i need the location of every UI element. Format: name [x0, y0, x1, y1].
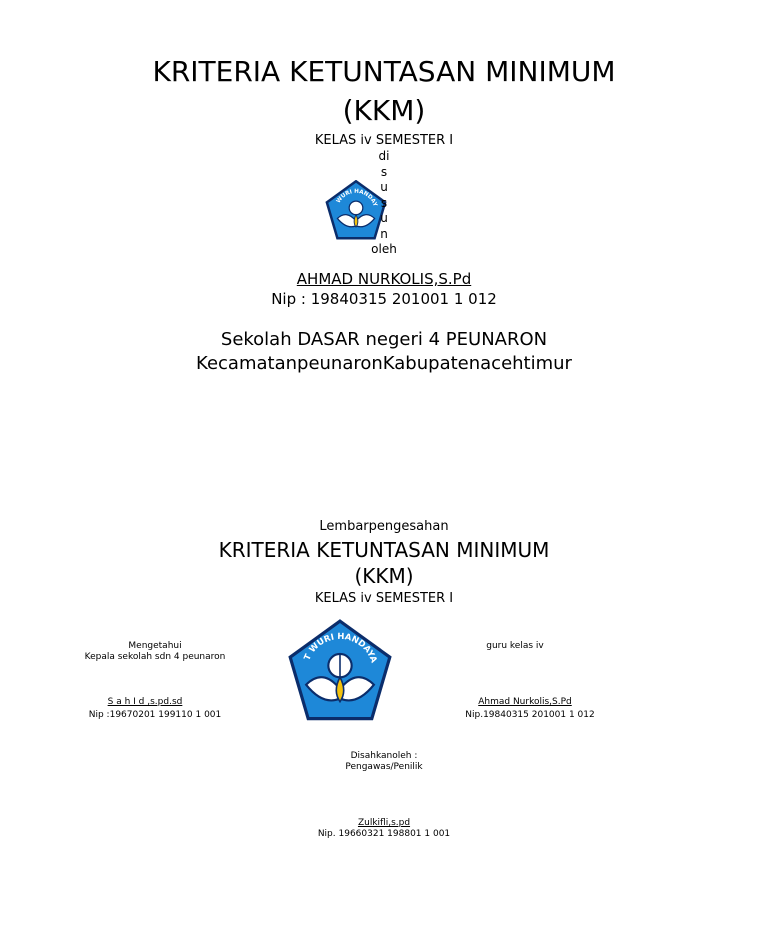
center-signatory-label2: Pengawas/Penilik	[345, 762, 423, 772]
cover-kelas: KELAS iv SEMESTER I	[314, 133, 454, 148]
center-signatory-name: Zulkifli,s.pd	[357, 818, 411, 828]
center-signatory-nip: Nip. 19660321 198801 1 001	[317, 829, 451, 839]
left-signatory-label1: Mengetahui	[128, 641, 182, 651]
vertical-char: u	[380, 211, 388, 225]
cover-school-name: Sekolah DASAR negeri 4 PEUNARON	[220, 329, 548, 350]
right-signatory-name: Ahmad Nurkolis,S.Pd	[478, 697, 572, 707]
left-signatory-name: S a h I d ,s.pd.sd	[107, 697, 183, 707]
approval-title-line2: (KKM)	[354, 564, 414, 588]
vertical-char: s	[380, 195, 388, 210]
approval-kelas: KELAS iv SEMESTER I	[314, 591, 454, 606]
vertical-char: u	[380, 180, 388, 194]
cover-author-name: AHMAD NURKOLIS,S.Pd	[296, 270, 472, 288]
right-signatory-nip: Nip.19840315 201001 1 012	[465, 710, 595, 720]
left-signatory-nip: Nip :19670201 199110 1 001	[88, 710, 222, 720]
vertical-char: oleh	[371, 242, 397, 256]
approval-title-line1: KRITERIA KETUNTASAN MINIMUM	[218, 538, 550, 562]
cover-title-line2: (KKM)	[342, 94, 426, 127]
center-signatory-label1: Disahkanoleh :	[350, 751, 418, 761]
cover-vertical-text	[364, 149, 404, 258]
left-signatory-label2: Kepala sekolah sdn 4 peunaron	[84, 652, 226, 662]
svg-text:TUT WURI HANDAYANI: T WURI HANDAYA	[301, 630, 380, 664]
cover-school-location: KecamatanpeunaronKabupatenacehtimur	[196, 353, 572, 374]
vertical-char: n	[380, 226, 388, 241]
svg-text:TUT WURI HANDAYANI: WURI HANDAY	[335, 188, 378, 207]
cover-author-nip: Nip : 19840315 201001 1 012	[271, 290, 497, 308]
vertical-char: di	[378, 149, 390, 163]
approval-heading: Lembarpengesahan	[319, 519, 449, 534]
tut-wuri-handayani-logo-large	[287, 619, 393, 725]
vertical-char: s	[380, 164, 388, 179]
cover-title-line1: KRITERIA KETUNTASAN MINIMUM	[152, 55, 616, 88]
right-signatory-label: guru kelas iv	[486, 641, 544, 651]
